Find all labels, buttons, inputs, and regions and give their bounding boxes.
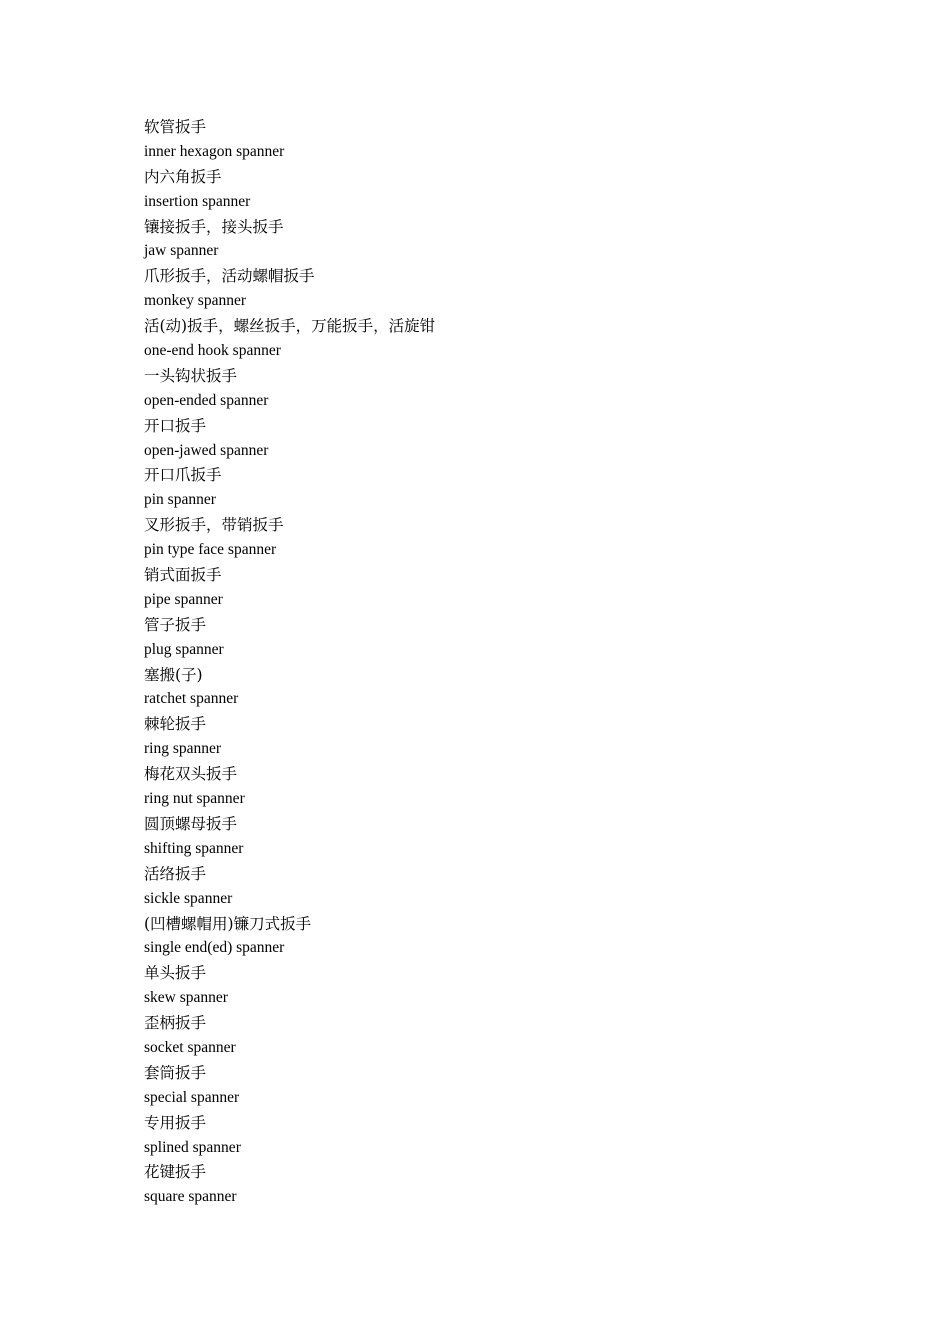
term-en: skew spanner xyxy=(144,989,228,1007)
term-en: pin spanner xyxy=(144,491,216,509)
term-zh: 开口爪扳手 xyxy=(144,466,222,485)
term-zh: 活(动)扳手，螺丝扳手，万能扳手，活旋钳 xyxy=(144,317,436,336)
term-zh: 一头钩状扳手 xyxy=(144,366,238,385)
term-en: jaw spanner xyxy=(144,242,219,260)
term-en: plug spanner xyxy=(144,640,224,658)
term-en: square spanner xyxy=(144,1188,237,1206)
term-zh: 镶接扳手，接头扳手 xyxy=(144,217,284,236)
term-zh: (凹槽螺帽用)镰刀式扳手 xyxy=(144,914,312,933)
term-zh: 棘轮扳手 xyxy=(144,715,207,734)
term-zh: 歪柄扳手 xyxy=(144,1014,207,1033)
term-en: ratchet spanner xyxy=(144,690,239,708)
term-en: single end(ed) spanner xyxy=(144,939,285,957)
term-zh: 内六角扳手 xyxy=(144,167,222,186)
term-en: splined spanner xyxy=(144,1138,241,1156)
term-en: special spanner xyxy=(144,1088,240,1106)
term-en: ring spanner xyxy=(144,740,222,758)
term-en: pin type face spanner xyxy=(144,541,277,559)
term-en: ring nut spanner xyxy=(144,790,245,808)
term-zh: 圆顶螺母扳手 xyxy=(144,814,238,833)
term-zh: 开口扳手 xyxy=(144,416,207,435)
term-zh: 套筒扳手 xyxy=(144,1063,207,1082)
term-en: shifting spanner xyxy=(144,839,244,857)
term-zh: 梅花双头扳手 xyxy=(144,765,238,784)
term-en: one-end hook spanner xyxy=(144,342,281,360)
term-en: socket spanner xyxy=(144,1038,236,1056)
term-en: sickle spanner xyxy=(144,889,233,907)
term-zh: 专用扳手 xyxy=(144,1113,207,1132)
term-en: insertion spanner xyxy=(144,192,251,210)
term-en: open-ended spanner xyxy=(144,391,269,409)
term-en: monkey spanner xyxy=(144,292,247,310)
term-zh: 花键扳手 xyxy=(144,1163,207,1182)
term-zh: 销式面扳手 xyxy=(144,566,222,585)
term-zh: 管子扳手 xyxy=(144,615,207,634)
term-en: open-jawed spanner xyxy=(144,441,269,459)
term-zh: 叉形扳手，带销扳手 xyxy=(144,516,284,535)
term-zh: 爪形扳手，活动螺帽扳手 xyxy=(144,267,315,286)
term-zh: 活络扳手 xyxy=(144,864,207,883)
term-zh: 软管扳手 xyxy=(144,118,207,136)
term-zh: 塞搬(子) xyxy=(144,665,203,684)
term-zh: 单头扳手 xyxy=(144,964,207,983)
document-page xyxy=(144,115,844,1210)
term-en: inner hexagon spanner xyxy=(144,142,285,160)
term-en: pipe spanner xyxy=(144,590,223,608)
